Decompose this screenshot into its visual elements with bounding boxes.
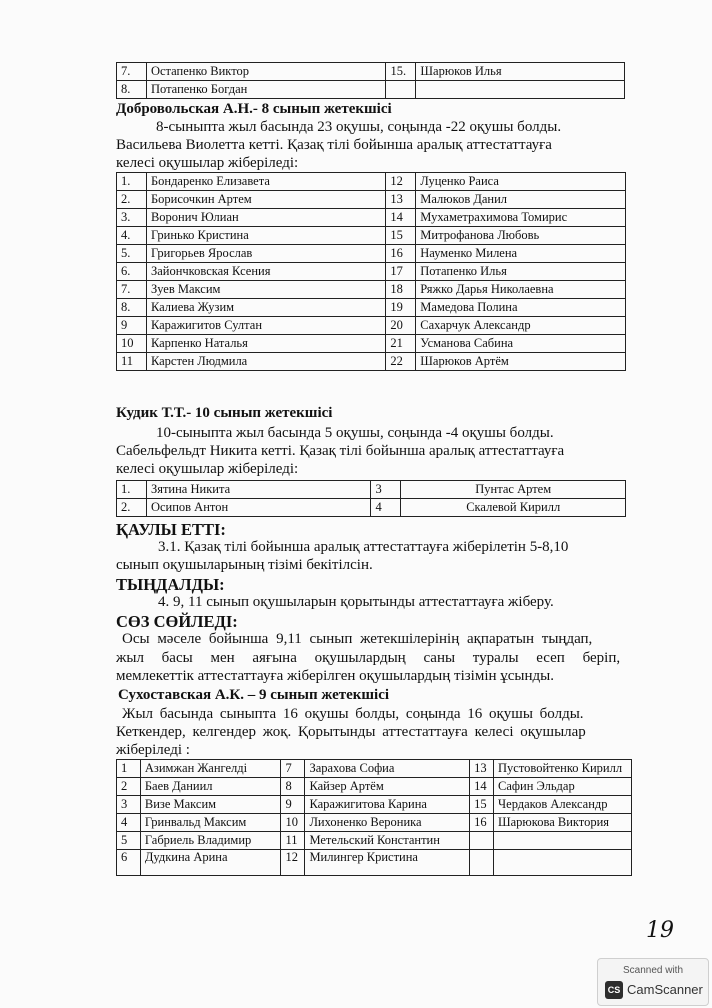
row-number-cell: 4: [117, 814, 141, 832]
student-name-cell: Бондаренко Елизавета: [146, 173, 385, 191]
row-number-cell: 19: [386, 299, 416, 317]
table-row: [117, 317, 626, 335]
row-number-cell: [470, 832, 494, 850]
section-text: 8-сыныпта жыл басында 23 оқушы, соңында -22 оқушы болды.: [156, 119, 562, 135]
row-number-cell: 15: [470, 796, 494, 814]
row-number-cell: 2.: [117, 499, 147, 517]
table-row: [117, 832, 632, 850]
student-name-cell: Кайзер Артём: [305, 778, 470, 796]
row-number-cell: 3.: [117, 209, 147, 227]
table-row: [117, 481, 626, 499]
student-name-cell: Потапенко Илья: [416, 263, 626, 281]
section-text: Сабельфельдт Никита кетті. Қазақ тілі бойынша аралық аттестаттауға: [116, 443, 565, 459]
student-name-cell: Визе Максим: [140, 796, 281, 814]
student-name-cell: Милингер Кристина: [305, 850, 470, 876]
section-text: келесі оқушылар жіберіледі:: [116, 155, 299, 171]
table-row: [117, 335, 626, 353]
section-text: жіберіледі :: [116, 742, 190, 758]
student-name-cell: Воронич Юлиан: [146, 209, 385, 227]
heard-text: 4. 9, 11 сынып оқушыларын қорытынды аттестаттауға жіберу.: [158, 594, 554, 610]
student-name-cell: Пустовойтенко Кирилл: [494, 760, 632, 778]
student-name-cell: [416, 81, 625, 99]
table-row: [117, 299, 626, 317]
row-number-cell: 11: [117, 353, 147, 371]
row-number-cell: 20: [386, 317, 416, 335]
row-number-cell: 16: [386, 245, 416, 263]
row-number-cell: 21: [386, 335, 416, 353]
row-number-cell: 4.: [117, 227, 147, 245]
resolved-heading: ҚАУЛЫ ЕТТІ:: [116, 520, 226, 539]
table-row: [117, 81, 625, 99]
student-name-cell: Борисочкин Артем: [146, 191, 385, 209]
student-name-cell: Каражигитов Султан: [146, 317, 385, 335]
student-name-cell: Потапенко Богдан: [146, 81, 386, 99]
row-number-cell: 9: [117, 317, 147, 335]
spoke-text: жыл басы мен аяғына оқушылардың саны туралы есеп беріп,: [116, 650, 621, 666]
row-number-cell: 5.: [117, 245, 147, 263]
student-name-cell: Зарахова Софиа: [305, 760, 470, 778]
row-number-cell: 7: [281, 760, 305, 778]
row-number-cell: 8.: [117, 299, 147, 317]
row-number-cell: 15.: [386, 63, 416, 81]
spoke-text: Осы мәселе бойынша 9,11 сынып жетекшілерінің ақпаратын тыңдап,: [122, 631, 593, 647]
row-number-cell: 10: [117, 335, 147, 353]
student-name-cell: Дудкина Арина: [140, 850, 281, 876]
student-name-cell: Баев Даниил: [140, 778, 281, 796]
table-row: [117, 796, 632, 814]
camscanner-logo-icon: CS: [605, 981, 623, 999]
table-row: [117, 814, 632, 832]
row-number-cell: 1: [117, 760, 141, 778]
row-number-cell: 2.: [117, 191, 147, 209]
row-number-cell: 3: [371, 481, 401, 499]
table-row: [117, 778, 632, 796]
section-text: Кеткендер, келгендер жоқ. Қорытынды аттестаттауға келесі оқушылар: [116, 724, 586, 740]
student-name-cell: Шарюкова Виктория: [494, 814, 632, 832]
student-name-cell: Усманова Сабина: [416, 335, 626, 353]
student-name-cell: Метельский Константин: [305, 832, 470, 850]
student-name-cell: Ряжко Дарья Николаевна: [416, 281, 626, 299]
student-name-cell: Остапенко Виктор: [146, 63, 386, 81]
row-number-cell: 7.: [117, 281, 147, 299]
row-number-cell: 8.: [117, 81, 147, 99]
student-name-cell: Григорьев Ярослав: [146, 245, 385, 263]
table-row: [117, 353, 626, 371]
section-text: Васильева Виолетта кетті. Қазақ тілі бойынша аралық аттестаттауға: [116, 137, 552, 153]
student-name-cell: Чердаков Александр: [494, 796, 632, 814]
student-name-cell: Гринвальд Максим: [140, 814, 281, 832]
section-heading-grade9: Сухоставская А.К. – 9 сынып жетекшісі: [118, 687, 390, 703]
table-row: [117, 173, 626, 191]
section-heading-grade8: Добровольская А.Н.- 8 сынып жетекшісі: [116, 101, 392, 117]
student-name-cell: Зуев Максим: [146, 281, 385, 299]
student-name-cell: Луценко Раиса: [416, 173, 626, 191]
row-number-cell: 14: [470, 778, 494, 796]
page-number: 19: [646, 918, 674, 943]
table-row: [117, 63, 625, 81]
student-name-cell: Лихоненко Вероника: [305, 814, 470, 832]
student-name-cell: Осипов Антон: [146, 499, 371, 517]
row-number-cell: 13: [386, 191, 416, 209]
student-name-cell: Мамедова Полина: [416, 299, 626, 317]
row-number-cell: 16: [470, 814, 494, 832]
row-number-cell: 2: [117, 778, 141, 796]
row-number-cell: 6.: [117, 263, 147, 281]
heard-heading: ТЫҢДАЛДЫ:: [116, 575, 225, 594]
student-name-cell: Каражигитова Карина: [305, 796, 470, 814]
table-row: [117, 209, 626, 227]
watermark-caption: Scanned with: [622, 965, 684, 976]
table-grade10: [116, 480, 626, 517]
student-name-cell: Калиева Жузим: [146, 299, 385, 317]
student-name-cell: Мухаметрахимова Томирис: [416, 209, 626, 227]
student-name-cell: Габриель Владимир: [140, 832, 281, 850]
table-row: [117, 263, 626, 281]
spoke-text: мемлекеттік аттестаттауға жіберілген оқушылардың тізімін ұсынды.: [116, 668, 554, 684]
student-name-cell: Пунтас Артем: [401, 481, 626, 499]
table-row: [117, 850, 632, 876]
student-name-cell: [494, 850, 632, 876]
table-row: [117, 499, 626, 517]
section-text: Жыл басында сыныпта 16 оқушы болды, соңында 16 оқушы болды.: [122, 706, 584, 722]
row-number-cell: 1.: [117, 173, 147, 191]
table-row: [117, 227, 626, 245]
table-row: [117, 191, 626, 209]
spoke-heading: СӨЗ СӨЙЛЕДІ:: [116, 612, 238, 631]
row-number-cell: 22: [386, 353, 416, 371]
row-number-cell: 1.: [117, 481, 147, 499]
row-number-cell: 9: [281, 796, 305, 814]
row-number-cell: 14: [386, 209, 416, 227]
row-number-cell: [470, 850, 494, 876]
row-number-cell: 13: [470, 760, 494, 778]
table-grade9: [116, 759, 632, 876]
table-grade8: [116, 172, 626, 371]
student-name-cell: [494, 832, 632, 850]
resolved-text: сынып оқушыларының тізімі бекітілсін.: [116, 557, 373, 573]
student-name-cell: Зятина Никита: [146, 481, 371, 499]
student-name-cell: Шарюков Илья: [416, 63, 625, 81]
row-number-cell: 8: [281, 778, 305, 796]
row-number-cell: 6: [117, 850, 141, 876]
student-name-cell: Зайончковская Ксения: [146, 263, 385, 281]
row-number-cell: 3: [117, 796, 141, 814]
student-name-cell: Науменко Милена: [416, 245, 626, 263]
row-number-cell: 12: [386, 173, 416, 191]
watermark-name: CamScanner: [627, 982, 703, 997]
student-name-cell: Митрофанова Любовь: [416, 227, 626, 245]
table-continuation: [116, 62, 625, 99]
row-number-cell: 11: [281, 832, 305, 850]
row-number-cell: 12: [281, 850, 305, 876]
section-text: келесі оқушылар жіберіледі:: [116, 461, 299, 477]
row-number-cell: 18: [386, 281, 416, 299]
section-heading-grade10: Кудик Т.Т.- 10 сынып жетекшісі: [116, 405, 333, 421]
resolved-text: 3.1. Қазақ тілі бойынша аралық аттестаттауға жіберілетін 5-8,10: [158, 539, 569, 555]
row-number-cell: 17: [386, 263, 416, 281]
student-name-cell: Азимжан Жангелді: [140, 760, 281, 778]
student-name-cell: Малюков Данил: [416, 191, 626, 209]
student-name-cell: Сахарчук Александр: [416, 317, 626, 335]
row-number-cell: 4: [371, 499, 401, 517]
row-number-cell: 7.: [117, 63, 147, 81]
student-name-cell: Шарюков Артём: [416, 353, 626, 371]
section-text: 10-сыныпта жыл басында 5 оқушы, соңында -4 оқушы болды.: [156, 425, 554, 441]
row-number-cell: 10: [281, 814, 305, 832]
camscanner-watermark: [597, 958, 709, 1006]
table-row: [117, 760, 632, 778]
student-name-cell: Гринько Кристина: [146, 227, 385, 245]
student-name-cell: Карстен Людмила: [146, 353, 385, 371]
student-name-cell: Скалевой Кирилл: [401, 499, 626, 517]
student-name-cell: Карпенко Наталья: [146, 335, 385, 353]
row-number-cell: [386, 81, 416, 99]
row-number-cell: 5: [117, 832, 141, 850]
table-row: [117, 281, 626, 299]
student-name-cell: Сафин Эльдар: [494, 778, 632, 796]
table-row: [117, 245, 626, 263]
row-number-cell: 15: [386, 227, 416, 245]
